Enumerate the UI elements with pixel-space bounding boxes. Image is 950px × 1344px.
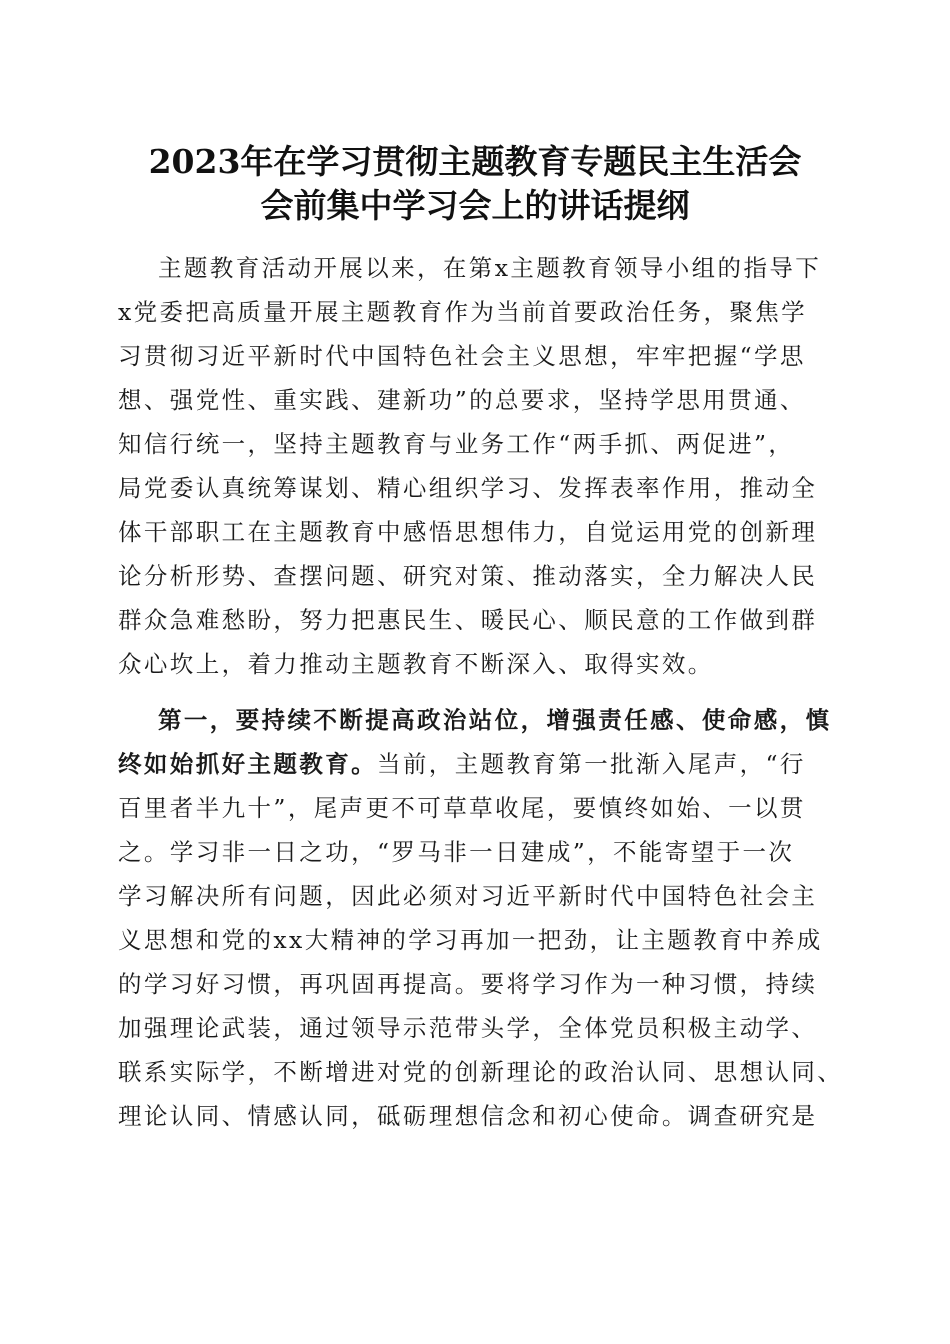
paragraph-1-line: 知信行统一，坚持主题教育与业务工作“两手抓、两促进”， [118, 430, 795, 458]
paragraph-2-line: 的学习好习惯，再巩固再提高。要将学习作为一种习惯，持续 [118, 970, 818, 998]
paragraph-2-line: 学习解决所有问题，因此必须对习近平新时代中国特色社会主 [118, 882, 818, 910]
paragraph-2-line: 义思想和党的xx大精神的学习再加一把劲，让主题教育中养成 [118, 926, 823, 954]
paragraph-1-line: 想、强党性、重实践、建新功”的总要求，坚持学思用贯通、 [118, 386, 806, 414]
paragraph-2-line [118, 742, 806, 786]
paragraph-2-line: 之。学习非一日之功，“罗马非一日建成”，不能寄望于一次 [118, 838, 795, 866]
document-title-line-2: 会前集中学习会上的讲话提纲 [260, 186, 690, 225]
paragraph-2-line: 百里者半九十”，尾声更不可草草收尾，要慎终如始、一以贯 [118, 794, 806, 822]
paragraph-1-line: 众心坎上，着力推动主题教育不断深入、取得实效。 [118, 650, 714, 678]
paragraph-2-heading: 第一，要持续不断提高政治站位，增强责任感、使命感，慎 [158, 706, 832, 734]
paragraph-1-line: 主题教育活动开展以来，在第x主题教育领导小组的指导下 [158, 254, 822, 282]
paragraph-2-line: 理论认同、情感认同，砥砺理想信念和初心使命。调查研究是 [118, 1102, 818, 1130]
paragraph-1-line: x党委把高质量开展主题教育作为当前首要政治任务，聚焦学 [118, 298, 808, 326]
paragraph-2-heading-end: 终如始抓好主题教育。 [118, 750, 377, 778]
paragraph-2-line: 联系实际学，不断增进对党的创新理论的政治认同、思想认同、 [118, 1058, 844, 1086]
paragraph-1-line: 局党委认真统筹谋划、精心组织学习、发挥表率作用，推动全 [118, 474, 818, 502]
document-title-line-1: 2023年在学习贯彻主题教育专题民主生活会 [148, 142, 802, 181]
paragraph-1-line: 习贯彻习近平新时代中国特色社会主义思想，牢牢把握“学思 [118, 342, 806, 370]
paragraph-1-line: 论分析形势、查摆问题、研究对策、推动落实，全力解决人民 [118, 562, 818, 590]
paragraph-2-line: 加强理论武装，通过领导示范带头学，全体党员积极主动学、 [118, 1014, 818, 1042]
paragraph-1-line: 体干部职工在主题教育中感悟思想伟力，自觉运用党的创新理 [118, 518, 818, 546]
paragraph-2-text: 当前，主题教育第一批渐入尾声，“行 [377, 750, 806, 778]
paragraph-1-line: 群众急难愁盼，努力把惠民生、暖民心、顺民意的工作做到群 [118, 606, 818, 634]
